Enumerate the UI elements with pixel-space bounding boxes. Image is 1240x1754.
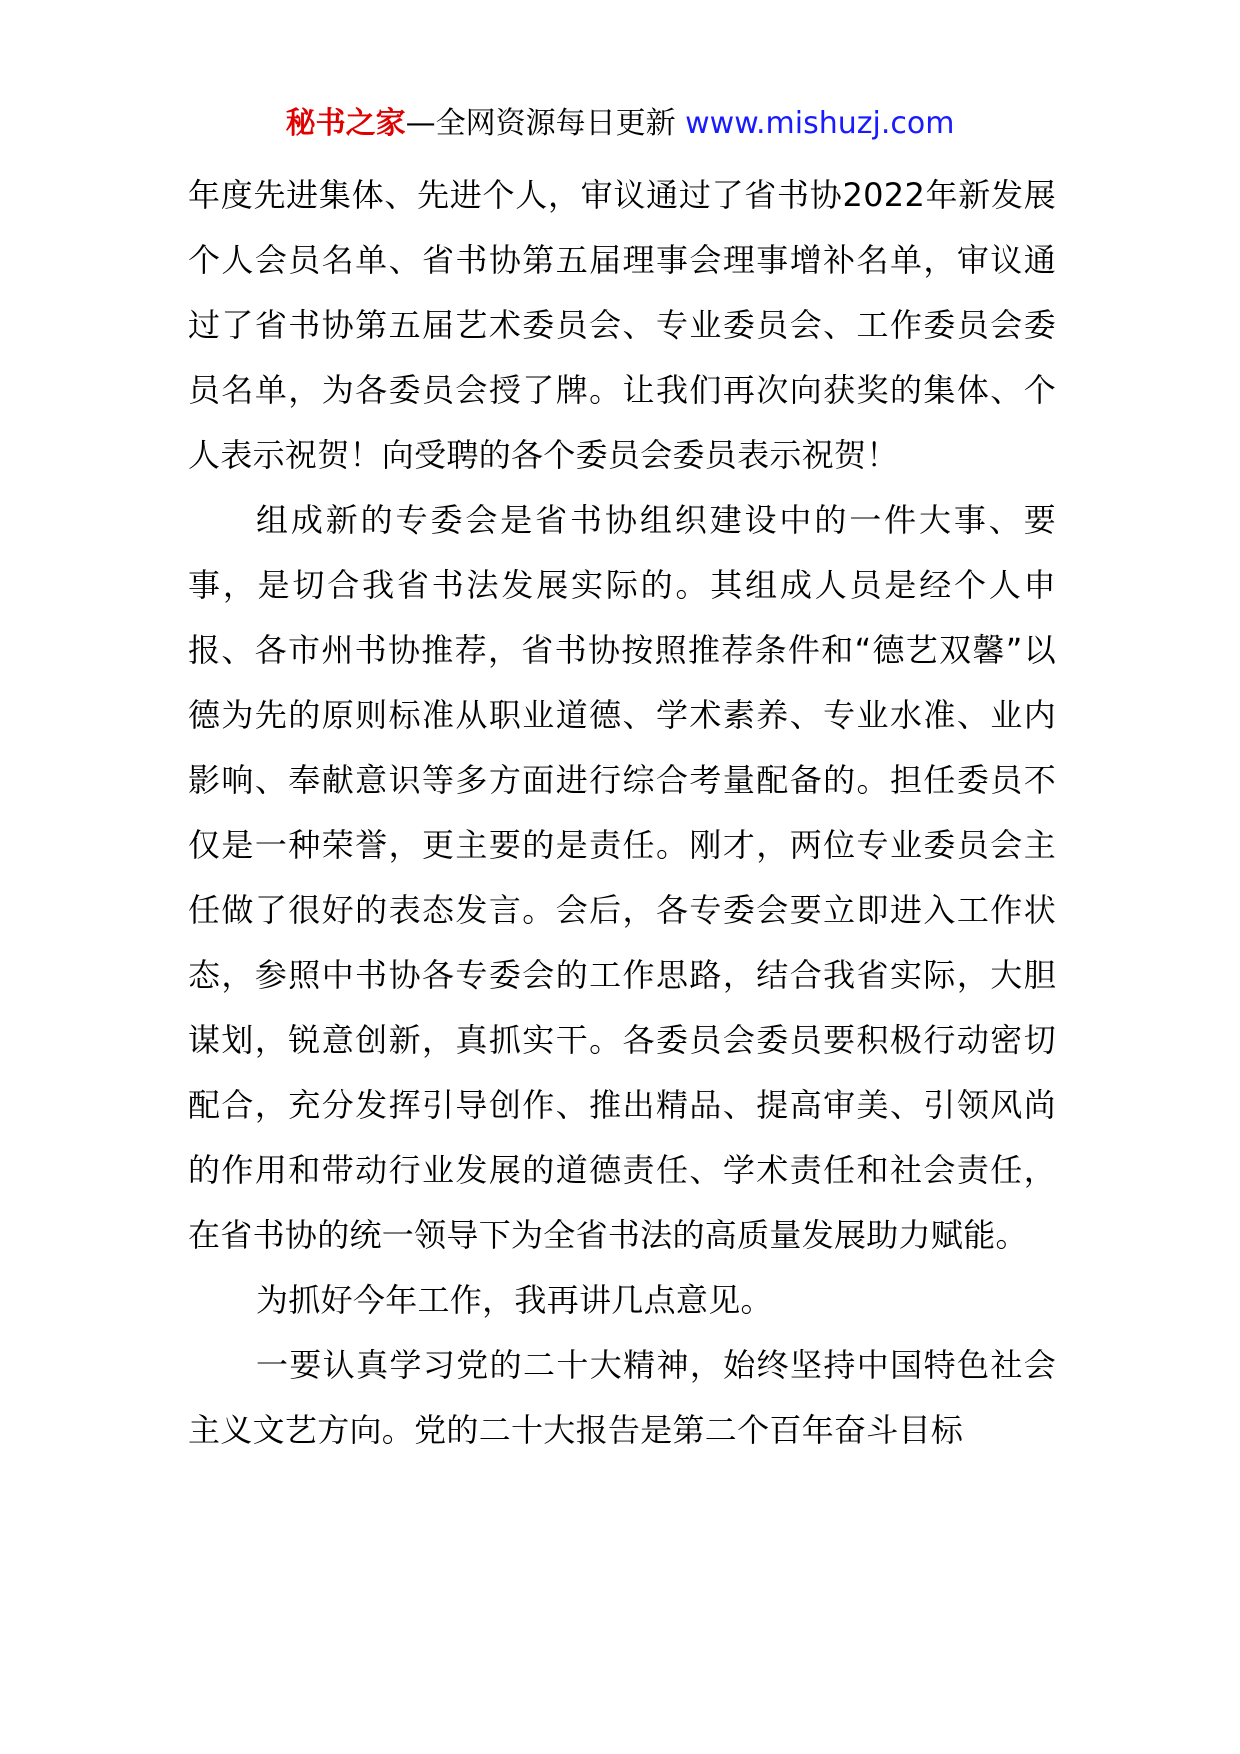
page-header (0, 102, 1240, 146)
header-url-link[interactable]: www.mishuzj.com (685, 106, 955, 141)
paragraph-3: 为抓好今年工作，我再讲几点意见。 (256, 1281, 773, 1319)
header-brand: 秘书之家 (285, 106, 406, 141)
paragraph-1: 年度先进集体、先进个人，审议通过了省书协2022年新发展个人会员名单、省书协第五届理事会理事增补名单，审议通过了省书协第五届艺术委员会、专业委员会、工作委员会委员名单，为各委员会授了牌。让我们再次向获奖的集体、个人表示祝贺！向受聘的各个委员会委员表示祝贺！ (188, 176, 1056, 474)
paragraph-4: 一要认真学习党的二十大精神，始终坚持中国特色社会主义文艺方向。党的二十大报告是第二个百年奋斗目标 (188, 1346, 1056, 1449)
paragraph-2: 组成新的专委会是省书协组织建设中的一件大事、要事，是切合我省书法发展实际的。其组成人员是经个人申报、各市州书协推荐，省书协按照推荐条件和“德艺双馨”以德为先的原则标准从职业道德、学术素养、专业水准、业内影响、奉献意识等多方面进行综合考量配备的。担任委员不仅是一种荣誉，更主要的是责任。刚才，两位专业委员会主任做了很好的表态发言。会后，各专委会要立即进入工作状态，参照中书协各专委会的工作思路，结合我省实际，大胆谋划，锐意创新，真抓实干。各委员会委员要积极行动密切配合，充分发挥引导创作、推出精品、提高审美、引领风尚的作用和带动行业发展的道德责任、学术责任和社会责任，在省书协的统一领导下为全省书法的高质量发展助力赋能。 (188, 501, 1056, 1254)
document-body (188, 163, 1056, 1463)
header-tagline: —全网资源每日更新 (405, 106, 686, 141)
